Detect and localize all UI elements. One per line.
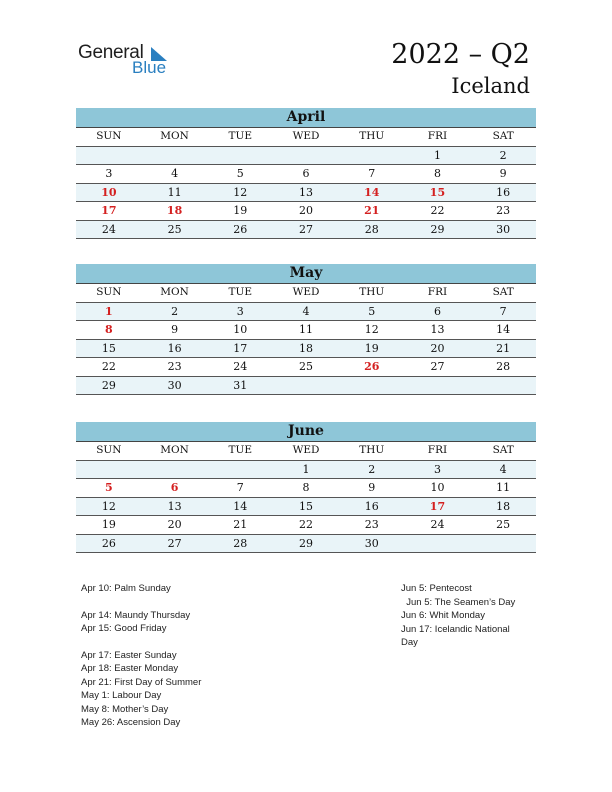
- quarter-title: 2022 – Q2: [391, 39, 530, 70]
- weekday-label: SAT: [492, 286, 514, 298]
- month-title: May: [76, 264, 536, 284]
- day-cell: 3: [433, 462, 441, 476]
- weekday-label: MON: [160, 130, 189, 142]
- day-cell: 16: [364, 499, 379, 513]
- day-cell: 22: [430, 204, 445, 217]
- day-cell: 2: [171, 304, 179, 318]
- weekday-label: THU: [359, 444, 385, 456]
- day-cell: 28: [233, 536, 248, 550]
- holiday-note: Apr 15: Good Friday: [81, 623, 167, 634]
- holiday-note: May 1: Labour Day: [81, 690, 162, 701]
- week-row: [76, 321, 536, 340]
- day-cell: 12: [101, 499, 116, 513]
- day-cell: 10: [101, 185, 117, 199]
- holiday-note: Jun 6: Whit Monday: [401, 610, 485, 621]
- day-cell: 24: [430, 518, 445, 531]
- note-spacer: [81, 596, 201, 609]
- day-cell: 4: [302, 304, 310, 318]
- month-april: [76, 108, 536, 239]
- week-row: [76, 461, 536, 480]
- empty-cell: [76, 147, 142, 165]
- day-cell: 10: [233, 323, 248, 336]
- weekday-header-row: [76, 442, 536, 461]
- day-cell: 10: [430, 481, 445, 494]
- day-cell: 28: [364, 222, 379, 236]
- holiday-note: Apr 18: Easter Monday: [81, 663, 179, 674]
- weekday-label: MON: [160, 286, 189, 298]
- week-row: [76, 340, 536, 359]
- weekday-label: WED: [292, 286, 320, 298]
- holiday-notes-left: [81, 582, 201, 730]
- holiday-note: Apr 21: First Day of Summer: [81, 676, 202, 688]
- weekday-label: THU: [359, 286, 385, 298]
- day-cell: 8: [433, 167, 441, 180]
- day-cell: 25: [299, 360, 314, 373]
- day-cell: 17: [233, 341, 248, 355]
- week-row: [76, 221, 536, 240]
- holiday-note: Apr 14: Maundy Thursday: [81, 609, 191, 621]
- day-cell: 9: [171, 323, 179, 336]
- day-cell: 11: [496, 481, 511, 494]
- day-cell: 14: [364, 185, 380, 199]
- day-cell: 23: [364, 518, 379, 531]
- empty-cell: [339, 147, 405, 165]
- week-row: [76, 377, 536, 396]
- day-cell: 21: [233, 518, 248, 531]
- day-cell: 30: [364, 536, 379, 550]
- week-row: [76, 479, 536, 498]
- note-spacer: [81, 636, 201, 649]
- empty-cell: [273, 147, 339, 165]
- day-cell: 1: [433, 148, 441, 162]
- weekday-label: SUN: [96, 130, 122, 142]
- empty-cell: [273, 377, 339, 395]
- empty-cell: [207, 461, 273, 479]
- empty-cell: [405, 377, 471, 395]
- country-name: Iceland: [451, 74, 530, 98]
- day-cell: 28: [496, 360, 511, 373]
- holiday-note: May 8: Mother’s Day: [81, 703, 169, 715]
- day-cell: 5: [105, 481, 113, 494]
- holiday-note: Apr 10: Palm Sunday: [81, 583, 171, 594]
- day-cell: 30: [496, 222, 511, 236]
- day-cell: 13: [430, 323, 445, 336]
- day-cell: 7: [368, 167, 376, 180]
- day-cell: 5: [368, 304, 376, 318]
- empty-cell: [76, 461, 142, 479]
- day-cell: 20: [430, 341, 445, 355]
- week-row: [76, 498, 536, 517]
- day-cell: 31: [233, 378, 248, 392]
- day-cell: 6: [302, 167, 310, 180]
- month-title: April: [76, 108, 536, 128]
- holiday-note: May 26: Ascension Day: [81, 717, 181, 728]
- weekday-label: FRI: [427, 130, 448, 142]
- day-cell: 7: [499, 304, 507, 318]
- day-cell: 17: [101, 204, 117, 217]
- day-cell: 1: [105, 304, 113, 318]
- weekday-label: FRI: [427, 286, 448, 298]
- day-cell: 12: [233, 185, 248, 199]
- empty-cell: [207, 147, 273, 165]
- month-title: June: [76, 422, 536, 442]
- empty-cell: [470, 377, 536, 395]
- holiday-note: Day: [401, 637, 418, 648]
- day-cell: 15: [101, 341, 116, 355]
- weekday-header-row: [76, 128, 536, 147]
- day-cell: 23: [167, 360, 182, 373]
- day-cell: 12: [364, 323, 379, 336]
- day-cell: 20: [167, 518, 182, 531]
- weekday-label: TUE: [228, 286, 253, 298]
- weekday-label: SAT: [492, 444, 514, 456]
- day-cell: 16: [496, 185, 511, 199]
- day-cell: 8: [302, 481, 310, 494]
- empty-cell: [470, 535, 536, 553]
- day-cell: 1: [302, 462, 310, 476]
- day-cell: 19: [233, 204, 248, 217]
- day-cell: 27: [167, 536, 182, 550]
- day-cell: 4: [499, 462, 507, 476]
- weekday-label: FRI: [427, 444, 448, 456]
- day-cell: 29: [299, 536, 314, 550]
- day-cell: 29: [101, 378, 116, 392]
- day-cell: 27: [430, 360, 445, 373]
- day-cell: 25: [496, 518, 511, 531]
- empty-cell: [405, 535, 471, 553]
- brand-logo: [78, 42, 178, 78]
- day-cell: 18: [299, 341, 314, 355]
- weekday-label: MON: [160, 444, 189, 456]
- day-cell: 22: [101, 360, 116, 373]
- day-cell: 15: [299, 499, 314, 513]
- day-cell: 5: [236, 167, 244, 180]
- empty-cell: [142, 461, 208, 479]
- day-cell: 9: [368, 481, 376, 494]
- weekday-header-row: [76, 284, 536, 303]
- day-cell: 13: [299, 185, 314, 199]
- day-cell: 16: [167, 341, 182, 355]
- weekday-label: WED: [292, 444, 320, 456]
- day-cell: 8: [105, 323, 113, 336]
- weekday-label: TUE: [228, 130, 253, 142]
- day-cell: 3: [105, 167, 113, 180]
- day-cell: 30: [167, 378, 182, 392]
- day-cell: 6: [433, 304, 441, 318]
- weekday-label: SUN: [96, 444, 122, 456]
- day-cell: 13: [167, 499, 182, 513]
- day-cell: 26: [101, 536, 116, 550]
- day-cell: 15: [429, 185, 446, 199]
- day-cell: 23: [496, 204, 511, 217]
- month-june: [76, 422, 536, 553]
- week-row: [76, 202, 536, 221]
- day-cell: 24: [101, 222, 116, 236]
- day-cell: 26: [364, 360, 380, 373]
- day-cell: 21: [364, 204, 380, 217]
- week-row: [76, 184, 536, 203]
- day-cell: 11: [167, 185, 182, 199]
- day-cell: 11: [299, 323, 314, 336]
- holiday-note: Jun 5: Pentecost: [401, 583, 472, 594]
- weekday-label: THU: [359, 130, 385, 142]
- week-row: [76, 535, 536, 554]
- day-cell: 20: [299, 204, 314, 217]
- day-cell: 19: [101, 518, 116, 531]
- day-cell: 2: [368, 462, 376, 476]
- weekday-label: SUN: [96, 286, 122, 298]
- weekday-label: WED: [292, 130, 320, 142]
- day-cell: 9: [499, 167, 507, 180]
- empty-cell: [142, 147, 208, 165]
- week-row: [76, 303, 536, 322]
- day-cell: 24: [233, 360, 248, 373]
- day-cell: 6: [170, 481, 179, 494]
- day-cell: 18: [496, 499, 511, 513]
- weekday-label: TUE: [228, 444, 253, 456]
- week-row: [76, 516, 536, 535]
- day-cell: 25: [167, 222, 182, 236]
- day-cell: 26: [233, 222, 248, 236]
- day-cell: 3: [236, 304, 244, 318]
- empty-cell: [339, 377, 405, 395]
- day-cell: 27: [299, 222, 314, 236]
- day-cell: 29: [430, 222, 445, 236]
- week-row: [76, 165, 536, 184]
- day-cell: 18: [166, 204, 183, 217]
- day-cell: 14: [496, 323, 511, 336]
- weekday-label: SAT: [492, 130, 514, 142]
- week-row: [76, 358, 536, 377]
- day-cell: 17: [429, 499, 446, 513]
- day-cell: 14: [233, 499, 248, 513]
- day-cell: 21: [496, 341, 511, 355]
- holiday-note: Jun 5: The Seamen’s Day: [401, 596, 516, 608]
- day-cell: 7: [236, 481, 244, 494]
- holiday-notes-right: [401, 582, 515, 650]
- month-may: [76, 264, 536, 395]
- day-cell: 22: [299, 518, 314, 531]
- day-cell: 19: [364, 341, 379, 355]
- brand-word-blue: Blue: [132, 58, 167, 77]
- holiday-note: Jun 17: Icelandic National: [401, 623, 510, 635]
- week-row: [76, 147, 536, 166]
- holiday-note: Apr 17: Easter Sunday: [81, 649, 177, 661]
- day-cell: 4: [171, 167, 179, 180]
- day-cell: 2: [499, 148, 507, 162]
- brand-word-general: General: [78, 42, 144, 63]
